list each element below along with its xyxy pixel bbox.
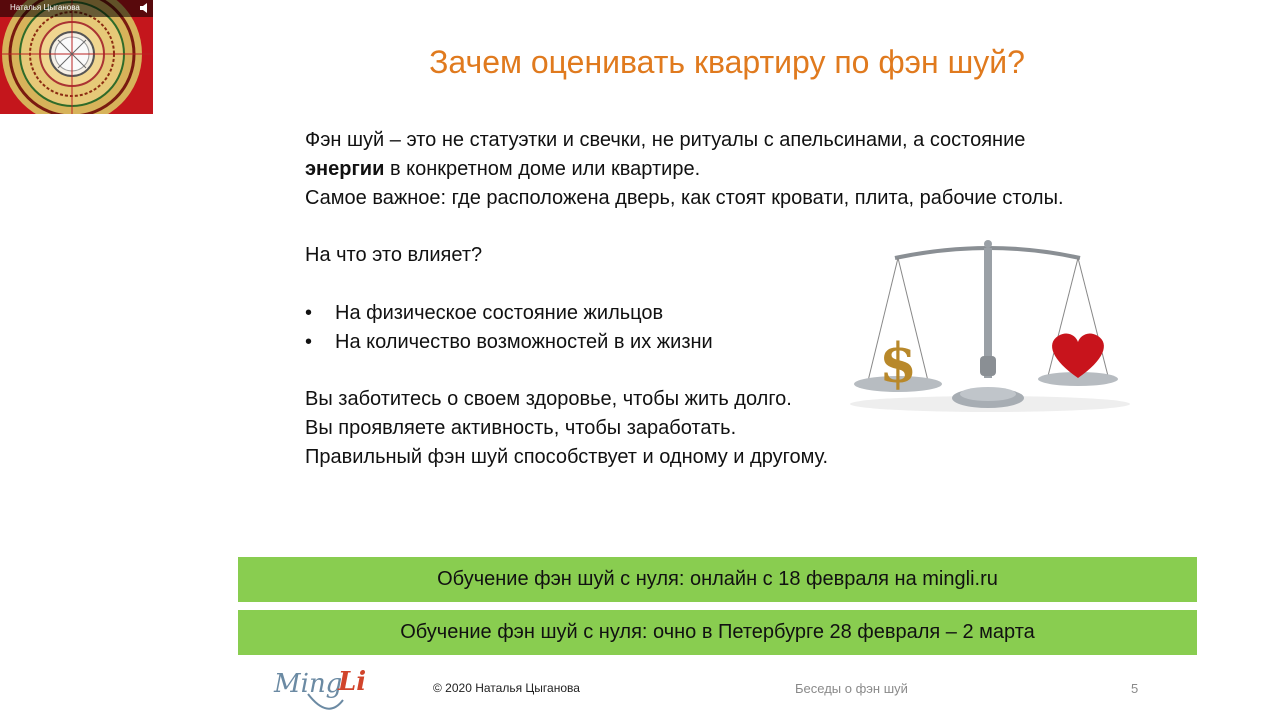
banner-online-course[interactable]: Обучение фэн шуй с нуля: онлайн с 18 февраля на mingli.ru — [238, 557, 1197, 602]
bullet-text: На физическое состояние жильцов — [335, 301, 664, 324]
closing-line: Правильный фэн шуй способствует и одному и другому. — [305, 445, 829, 468]
copyright-text: © 2020 Наталья Цыганова — [433, 681, 580, 695]
closing-line: Вы проявляете активность, чтобы заработать. — [305, 416, 737, 439]
page-number: 5 — [1131, 681, 1139, 696]
energy-bold-word: энергии — [305, 157, 385, 180]
dollar-symbol: $ — [879, 331, 917, 395]
scales-dollar-heart-image — [840, 236, 1140, 414]
speaker-icon[interactable] — [139, 2, 151, 14]
series-title: Беседы о фэн шуй — [795, 681, 908, 696]
logo-text-li: Li — [338, 667, 367, 697]
presenter-name: Наталья Цыганова — [10, 3, 80, 12]
slide-title: Зачем оценивать квартиру по фэн шуй? — [429, 44, 1025, 80]
presenter-video-thumbnail[interactable] — [0, 0, 153, 114]
banner-offline-course[interactable]: Обучение фэн шуй с нуля: очно в Петербурге 28 февраля – 2 марта — [238, 610, 1197, 655]
important-paragraph: Самое важное: где расположена дверь, как стоят кровати, плита, рабочие столы. — [305, 186, 1064, 209]
intro-line-2: в конкретном доме или квартире. — [384, 157, 701, 180]
logo-text-ming: Ming — [274, 669, 343, 699]
bullet-text: На количество возможностей в их жизни — [335, 330, 713, 353]
intro-line-1: Фэн шуй – это не статуэтки и свечки, не ритуалы с апельсинами, а состояние — [305, 129, 1026, 151]
bullet-dot: • — [305, 330, 313, 353]
mingli-logo — [268, 660, 378, 716]
intro-paragraph — [305, 126, 1105, 184]
closing-line: Вы заботитесь о своем здоровье, чтобы жить долго. — [305, 388, 792, 411]
bullet-dot: • — [305, 301, 313, 324]
question-text: На что это влияет? — [305, 244, 483, 267]
luopan-compass-image — [0, 0, 153, 114]
